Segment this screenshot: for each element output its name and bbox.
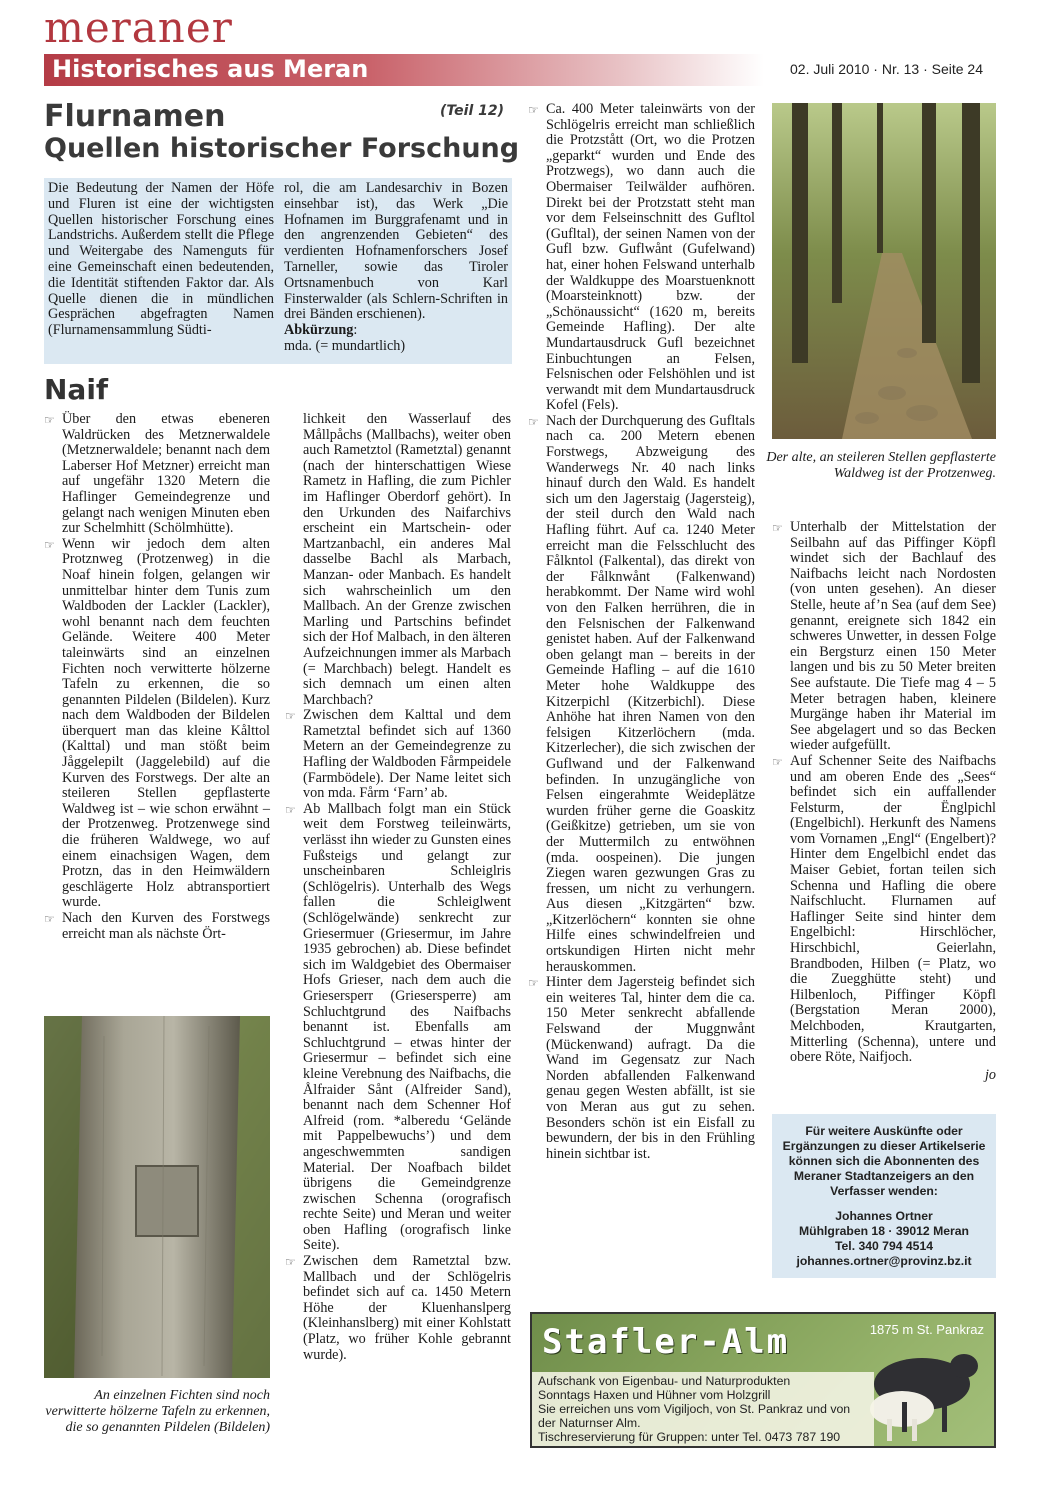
photo-caption: An einzelnen Fichten sind noch verwitterte hölzerne Tafeln zu erkennen, die so genannten Pildelen (Bildelen) [45, 1388, 270, 1435]
paragraph: ☞ Wenn wir jedoch dem alten Protznweg (Protzenweg) in die Noaf hinein folgen, gelangen wir unmittelbar hinter dem Tunis zum Waldboden der Lackler (Lackler), wohl benannt nach dem feuchten Gelände. Weitere 400 Meter taleinwärts sind an einzelnen Fichten noch verwitterte hölzerne Tafeln zu erkennen, die so genannten Pildelen (Bildelen). Kurz nach dem Waldboden der Bildelen überquert man das kleine Kålttol (Kalttal) und man stößt beim Jåggelepilt (Jaggelebild) auf die Kurven des Forstwegs. Der alte an steileren Stellen gepflasterte Waldweg ist – wie schon erwähnt – der Protzenweg. Protzenwege sind die früheren Waldwege, wo auf einem einachsigen Wagen, dem Protzn, das in den Heimwäldern geschlägerte Holz abtransportiert wurde. [44, 535, 270, 911]
brand-logo: meraner [44, 3, 233, 52]
pointing-hand-icon: ☞ [772, 754, 783, 769]
intro-box [44, 178, 512, 364]
intro-column-2: rol, die am Landesarchiv in Bozen einsehbar ist), das Werk „Die Hofnamen im Burggrafenamt und in den angrenzenden Gebieten“ des verdienten Hofnamenforschers Josef Tarneller, sowie das Tiroler Ortsnamenbuch von Karl Finsterwalder (als Schlern-Schriften in drei Bänden erschienen). Abkürzung: mda. (= mundartlich) [284, 180, 508, 354]
paragraph: ☞ Zwischen dem Kalttal und dem Rametztal befindet sich auf 1360 Metern an der Gemeindegrenze zu Hafling der Waldboden Fårmpeidele (Farmbödele). Der Name leitet sich von mda. Fårm ‘Farn’ ab. [285, 707, 511, 802]
dateline: 02. Juli 2010 · Nr. 13 · Seite 24 [790, 61, 983, 77]
abbreviation-text: mda. (= mundartlich) [284, 337, 406, 354]
ad-title: Stafler-Alm [542, 1322, 790, 1362]
column-4 [772, 520, 996, 1083]
pointing-hand-icon: ☞ [528, 414, 539, 429]
pointing-hand-icon: ☞ [44, 912, 55, 926]
paragraph: ☞ Zwischen dem Rametztal bzw. Mallbach und der Schlögelris befindet sich auf ca. 1450 Metern Höhe der Kluenhanslperg (Kleinhanslberg) mit einer Kohlstatt (Platz, wo früher Kohle gebrannt wurde). [285, 1253, 511, 1363]
pointing-hand-icon: ☞ [285, 802, 296, 817]
pointing-hand-icon: ☞ [528, 976, 539, 991]
contact-infobox [772, 1114, 996, 1278]
pointing-hand-icon: ☞ [528, 103, 539, 117]
paragraph: ☞ Über den etwas ebeneren Waldrücken des Metznerwaldele (Metznerwaldele; benannt nach dem Laberser Hof Metzner) erreicht man auf ungefähr 1320 Metern die Haflinger Gemeindegrenze und gelangt nach wenigen Minuten eben zur Schelmhitt (Schölmhütte). [44, 411, 270, 537]
intro-text: rol, die am Landesarchiv in Bozen einsehbar ist), das Werk „Die Hofnamen im Burggrafenamt und in den angrenzenden Gebieten“ des verdienten Hofnamenforschers Josef Tarneller, sowie das Tiroler Ortsnamenbuch von Karl Finsterwalder (als Schlern-Schriften in drei Bänden erschienen). [284, 180, 508, 323]
paragraph: ☞ Hinter dem Jagersteig befindet sich ein weiteres Tal, hinter dem die ca. 150 Meter senkrecht abfallende Felswand der Muggnwånt (Mückenwand) aufragt. Da die Wand im Gegensatz zur Nach Norden abfallenden Falkenwand genau gegen Westen abfällt, ist sie von Meran aus gut zu sehen. Besonders schön ist ein Eisfall zu bewundern, der bis in den Frühling hinein sichtbar ist. [528, 974, 755, 1162]
intro-column-1: Die Bedeutung der Namen der Höfe und Fluren ist eine der wichtigsten Quellen historischer Forschung eines Landstrichs. Außerdem stellt die Pflege und Weitergabe des Namenguts für eine Gemeinschaft einen bedeutenden, die Identität stiftenden Faktor dar. Als Quelle dienen die in mündlichen Gesprächen abgefragten Namen (Flurnamensammlung Südti- [48, 180, 274, 339]
column-1 [44, 412, 270, 942]
paragraph: ☞ Ab Mallbach folgt man ein Stück weit dem Forstweg teileinwärts, verlässt ihn wieder zu Gunsten eines Fußsteigs und gelangt zur unscheinbaren Schleiglris (Schlögelris). Unterhalb des Wegs fallen die Schleiglwent (Schlögelwände) senkrecht zur Griesermuer (Griesermur, im Jahre 1935 gebrochen) ab. Diese befindet sich im Waldgebiet des Obermaiser Hofs Grieser, nach dem auch die Griesersperr (Griesersperre) am Schluchtgrund des Naifbachs benannt ist. Ebenfalls am Schluchtgrund – etwas hinter der Griesermur – befindet sich eine kleine Verebnung des Naifbachs, die Ålfraider Sånt (Alfreider Sand), benannt nach dem Schenner Hof Alfreid (rom. *alberedu ‘Gelände mit Pappelbewuchs’) und dem angeschwemmten sandigen Material. Der Noafbach bildet übrigens die Gemeindgrenze zwischen Schenna (orografisch rechte Seite) und Meran und weiter oben Hafling (orografisch linke Seite). [285, 800, 511, 1254]
series-part: (Teil 12) [440, 103, 504, 119]
paragraph: ☞ Ca. 400 Meter taleinwärts von der Schlögelris erreicht man schließlich die Protzstått (Ort, wo die Protzen „geparkt“ wurden und Ende des Protzwegs), wo dann auch die Obermaiser Teilwälder aufhören. Direkt bei der Protzstatt steht man vor dem Felseinschnitt des Gufltol (Gufltal), der seinen Namen von der Gufl bzw. Guflwånt (Gufelwand) hat, einer hohen Felswand unterhalb der Waldkuppe des Moarstuenknott (Moarsteinknott) bzw. der „Schönaussicht“ (1620 m, bereits Gemeinde Hafling). Der alte Mundartausdruck Gufl bezeichnet Einbuchtungen an Felsen, Felsnischen oder Felshöhlen und ist verwandt mit dem Mundartausdruck Kofel (Fels). [528, 101, 755, 414]
author-address: Mühlgraben 18 · 39012 Meran [798, 1224, 969, 1238]
abbreviation-label: Abkürzung [284, 322, 354, 339]
column-3 [528, 102, 755, 1162]
author-phone: Tel. 340 794 4514 [834, 1239, 934, 1253]
ad-location: 1875 m St. Pankraz [869, 1322, 984, 1337]
author-email[interactable]: johannes.ortner@provinz.bz.it [796, 1254, 972, 1268]
paragraph: ☞ Unterhalb der Mittelstation der Seilbahn auf das Piffinger Köpfl windet sich der Bachlauf des Naifbachs leicht nach Nordosten (von unten gesehen). An dieser Stelle, heute af’n Sea (auf dem See) genannt, ereignete sich 1842 ein schweres Unwetter, in dessen Folge ein Bergsturz einen 150 Meter langen und bis zu 50 Meter breiten See aufstaute. Die Tiefe mag 4 – 5 Meter betragen haben, kleinere Murgänge haben ihr Material im See abgelagert und so das Becken wieder aufgefüllt. [772, 519, 996, 754]
tree-photo [44, 1016, 270, 1378]
paragraph: ☞ Nach der Durchquerung des Gufltals nach ca. 200 Metern ebenen Forstwegs, Abzweigung des Wanderwegs Nr. 40 nach links hinauf durch den Wald. Es handelt sich um den Jagerstaig (Jagersteig), der steil durch den Wald nach Hafling führt. Auf ca. 1240 Meter erreicht man die Felsschlucht des Fålkntol (Falkental), das direkt von der Fålknwånt (Falkenwand) herabkommt. Der Name wird wohl von den Falken herrühren, die in den Felsnischen der Falkenwand genistet haben. Auf der Falkenwand oben gelangt man – bereits in der Gemeinde Hafling – auf die 1610 Meter hohe Waldkuppe des Kitzerpichl (Kitzerbichl). Diese Anhöhe hat ihren Namen von den felsigen Kitzerlöchern (mda. Kitzerlecher), die sich zwischen der Guflwand und der Falkenwand befinden. In unzugängliche von Felsen eingerahmte Weideplätze wurden früher gerne die Goaskitz (Geißkitze) getrieben, um sie von der Muttermilch zu entwöhnen (mda. oospeinen). Die jungen Ziegen waren gezwungen Gras zu fressen, um nicht zu verhungern. Aus diesen „Kitzgärten“ bzw. „Kitzerlöchern“ konnten sie ohne Hilfe eines schwindelfreien und ortskundigen Hirten nicht mehr herauskommen. [528, 412, 755, 975]
paragraph: lichkeit den Wasserlauf des Mållpåchs (Mallbachs), weiter oben auch Rametztol (Rametztal) genannt (nach der hinterschattigen Wiese Rametz in Hafling, die zum Pichler im Haflinger Oberdorf gehört). In den Urkunden des Naifarchivs erscheint ein Martschein- oder Martzanbachl, ein anderes Mal dasselbe Bachl als Marbach, Manzan- oder Manbach. Es handelt sich wahrscheinlich um den Mallbach. An der Grenze zwischen Marling und Partschins befindet sich der Hof Malbach, in den älteren Aufzeichnungen immer als Marbach (= Marchbach) belegt. Handelt es sich demnach um einen alten Marchbach? [303, 411, 511, 708]
column-2 [285, 412, 511, 1363]
section-bar [44, 54, 764, 86]
author-signature: jo [984, 1066, 996, 1083]
author-name: Johannes Ortner [835, 1209, 933, 1223]
pointing-hand-icon: ☞ [285, 1255, 296, 1270]
section-heading: Naif [44, 373, 109, 406]
paragraph: ☞ Auf Schenner Seite des Naifbachs und am oberen Ende des „Sees“ befindet sich ein auffallender Felsturm, der Ënglpichl (Engelbichl). Herkunft des Namens vom Vornamen „Engl“ (Engelbert)? Hinter dem Engelbichl endet das Maiser Gebiet, fortan teilen sich Schenna und Hafling die obere Naifschlucht. Flurnamen auf Haflinger Seite sind hinter dem Engelbichl: Hirschlöcher, Hirschbichl, Geierlahn, Brandboden, Hilben (= Platz, wo die Zuegghütte steht) und Hilbenloch, Piffinger Köpfl (Bergstation Meran 2000), Melchboden, Krautgarten, Mitterling (Schenna), untere und obere Röte, Naifjoch. [772, 752, 996, 1066]
article-subtitle: Quellen historischer Forschung [44, 133, 520, 164]
ad-text: Aufschank von Eigenbau- und Naturprodukten Sonntags Haxen und Hühner vom Holzgrill Sie erreichen uns vom Vigiljoch, von St. Pankraz und von der Naturnser Alm. Tischreservierung für Gruppen: unter Tel. 0473 787 190 [532, 1372, 874, 1446]
photo-caption: Der alte, an steileren Stellen gepflasterte Waldweg ist der Protzenweg. [766, 450, 996, 481]
pointing-hand-icon: ☞ [44, 537, 55, 552]
infobox-text: Für weitere Auskünfte oder Ergänzungen zu dieser Artikelserie können sich die Abonnenten des Meraner Stadtanzeigers an den Verfasser wenden: [782, 1124, 986, 1198]
pointing-hand-icon: ☞ [772, 521, 783, 535]
pointing-hand-icon: ☞ [285, 709, 296, 724]
article-title: Flurnamen [44, 99, 226, 134]
pointing-hand-icon: ☞ [44, 413, 55, 427]
forest-path-photo [772, 103, 996, 439]
stafler-alm-ad [530, 1312, 996, 1448]
paragraph: ☞ Nach den Kurven des Forstwegs erreicht man als nächste Ört- [44, 910, 270, 942]
section-title: Historisches aus Meran [52, 55, 369, 83]
